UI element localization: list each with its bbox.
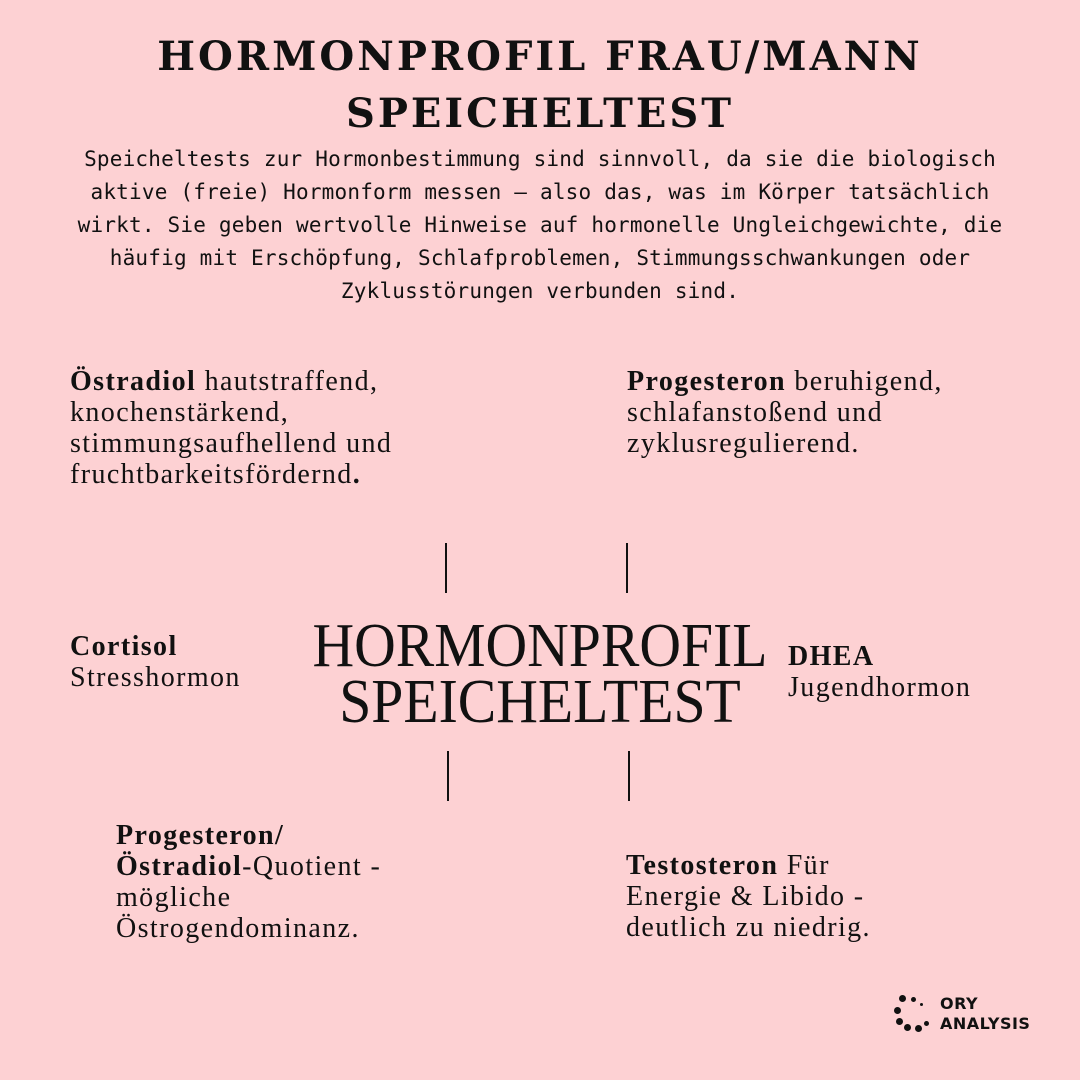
logo-text-line-1: ORY bbox=[940, 994, 979, 1013]
center-title bbox=[308, 612, 773, 736]
progesteron-name: Progesteron bbox=[627, 366, 786, 397]
dot-circle-icon bbox=[894, 994, 934, 1036]
dhea-name: DHEA bbox=[788, 641, 875, 672]
quotient-block bbox=[116, 820, 436, 944]
page-title-line-2: SPEICHELTEST bbox=[345, 90, 735, 137]
quotient-name-line-2: Östradiol bbox=[116, 851, 243, 882]
center-title-line-1: HORMONPROFIL bbox=[312, 612, 768, 680]
testosteron-description: Für Energie & Libido - deutlich zu niedrig. bbox=[626, 850, 871, 943]
cortisol-name: Cortisol bbox=[70, 631, 178, 662]
connector-line-bottom-right bbox=[628, 751, 630, 801]
cortisol-description: Stresshormon bbox=[70, 662, 241, 693]
oestradiol-period: . bbox=[352, 459, 362, 490]
connector-line-top-left bbox=[445, 543, 447, 593]
dhea-description: Jugendhormon bbox=[788, 672, 972, 703]
ory-analysis-logo bbox=[894, 994, 1036, 1036]
connector-line-bottom-left bbox=[447, 751, 449, 801]
logo-text bbox=[940, 994, 1030, 1034]
quotient-name-line-1: Progesteron/ bbox=[116, 820, 285, 851]
connector-line-top-right bbox=[626, 543, 628, 593]
progesteron-block bbox=[627, 366, 1007, 459]
oestradiol-name: Östradiol bbox=[70, 366, 197, 397]
cortisol-block bbox=[70, 631, 290, 693]
progesteron-description: beruhigend, schlafanstoßend und zyklusregulierend. bbox=[627, 366, 943, 459]
oestradiol-description: hautstraffend, knochenstärkend, stimmungsaufhellend und fruchtbarkeitsfördernd bbox=[70, 366, 393, 490]
dhea-block bbox=[788, 641, 1028, 703]
page-title-line-1: HORMONPROFIL FRAU/MANN bbox=[157, 33, 923, 80]
center-title-line-2: SPEICHELTEST bbox=[339, 668, 741, 736]
logo-text-line-2: ANALYSIS bbox=[940, 1014, 1031, 1033]
intro-paragraph: Speicheltests zur Hormonbestimmung sind sinnvoll, da sie die biologisch aktive (freie) Hormonform messen – also das, was im Körper tatsächlich wirkt. Sie geben wertvolle Hinweise auf hormonelle Ungleichgewichte, die häufig mit Erschöpfung, Schlafproblemen, Stimmungsschwankungen oder Zyklusstörungen verbunden sind. bbox=[77, 147, 1003, 303]
quotient-description: -Quotient - mögliche Östrogendominanz. bbox=[116, 851, 382, 944]
oestradiol-block bbox=[70, 366, 470, 490]
testosteron-name: Testosteron bbox=[626, 850, 779, 881]
testosteron-block bbox=[626, 850, 926, 943]
